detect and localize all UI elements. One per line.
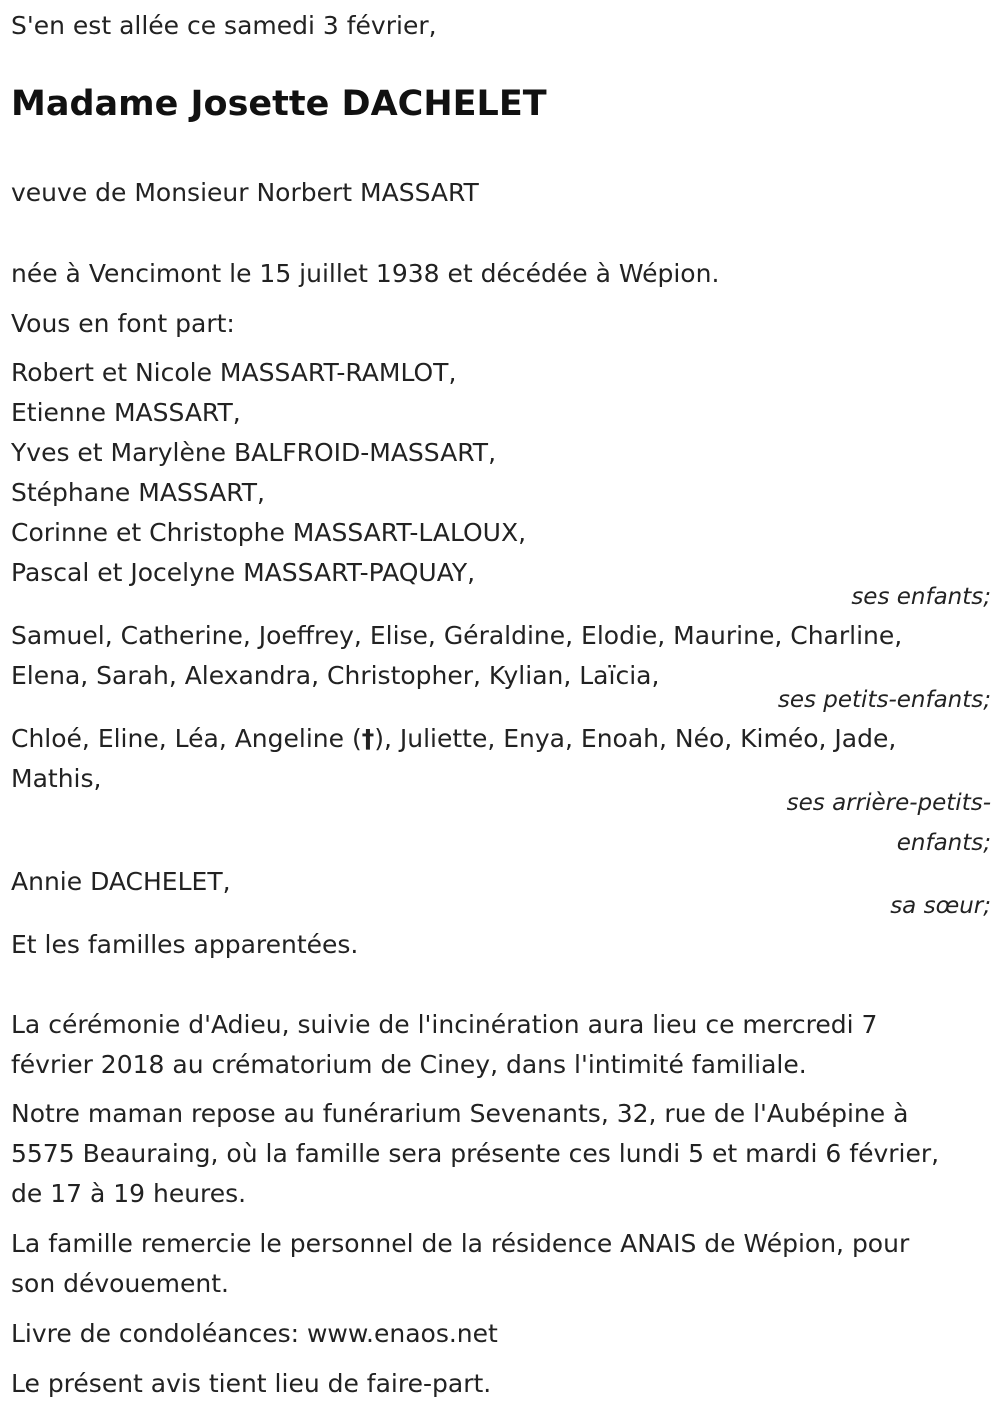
great-grandchildren-role: enfants;: [896, 830, 991, 856]
families-line: Et les familles apparentées.: [11, 930, 359, 959]
sister-line: Annie DACHELET,: [11, 867, 231, 896]
announce-line: Vous en font part:: [11, 309, 235, 338]
grandchildren-line: Samuel, Catherine, Joeffrey, Elise, Géraldine, Elodie, Maurine, Charline,: [11, 621, 903, 650]
deceased-name: Madame Josette DACHELET: [11, 84, 547, 124]
great-grandchildren-text: Chloé, Eline, Léa, Angeline (: [11, 724, 362, 753]
ceremony-line: La cérémonie d'Adieu, suivie de l'incinération aura lieu ce mercredi 7: [11, 1010, 878, 1039]
birth-death-line: née à Vencimont le 15 juillet 1938 et décédée à Wépion.: [11, 259, 720, 288]
spouse-line: veuve de Monsieur Norbert MASSART: [11, 178, 479, 207]
rest-line: de 17 à 19 heures.: [11, 1179, 247, 1208]
grandchildren-line: Elena, Sarah, Alexandra, Christopher, Kylian, Laïcia,: [11, 661, 660, 690]
ceremony-line: février 2018 au crématorium de Ciney, dans l'intimité familiale.: [11, 1050, 807, 1079]
great-grandchildren-text: ), Juliette, Enya, Enoah, Néo, Kiméo, Jade,: [374, 724, 897, 753]
thanks-line: La famille remercie le personnel de la résidence ANAIS de Wépion, pour: [11, 1229, 910, 1258]
sister-role: sa sœur;: [890, 893, 991, 919]
rest-line: Notre maman repose au funérarium Sevenants, 32, rue de l'Aubépine à: [11, 1099, 909, 1128]
thanks-line: son dévouement.: [11, 1269, 230, 1298]
great-grandchildren-line: Mathis,: [11, 764, 102, 793]
great-grandchildren-line: [11, 719, 896, 759]
children-role: ses enfants;: [851, 584, 991, 610]
child-entry: Etienne MASSART,: [11, 398, 241, 427]
child-entry: Pascal et Jocelyne MASSART-PAQUAY,: [11, 558, 476, 587]
child-entry: Corinne et Christophe MASSART-LALOUX,: [11, 518, 527, 547]
rest-line: 5575 Beauraing, où la famille sera présente ces lundi 5 et mardi 6 février,: [11, 1139, 940, 1168]
grandchildren-role: ses petits-enfants;: [777, 687, 991, 713]
child-entry: Stéphane MASSART,: [11, 478, 266, 507]
great-grandchildren-role: ses arrière-petits-: [786, 790, 991, 816]
child-entry: Yves et Marylène BALFROID-MASSART,: [11, 438, 497, 467]
intro-line: S'en est allée ce samedi 3 février,: [11, 11, 437, 40]
cross-icon: †: [361, 724, 375, 753]
condolences-line: Livre de condoléances: www.enaos.net: [11, 1319, 498, 1348]
notice-line: Le présent avis tient lieu de faire-part.: [11, 1369, 492, 1398]
child-entry: Robert et Nicole MASSART-RAMLOT,: [11, 358, 457, 387]
